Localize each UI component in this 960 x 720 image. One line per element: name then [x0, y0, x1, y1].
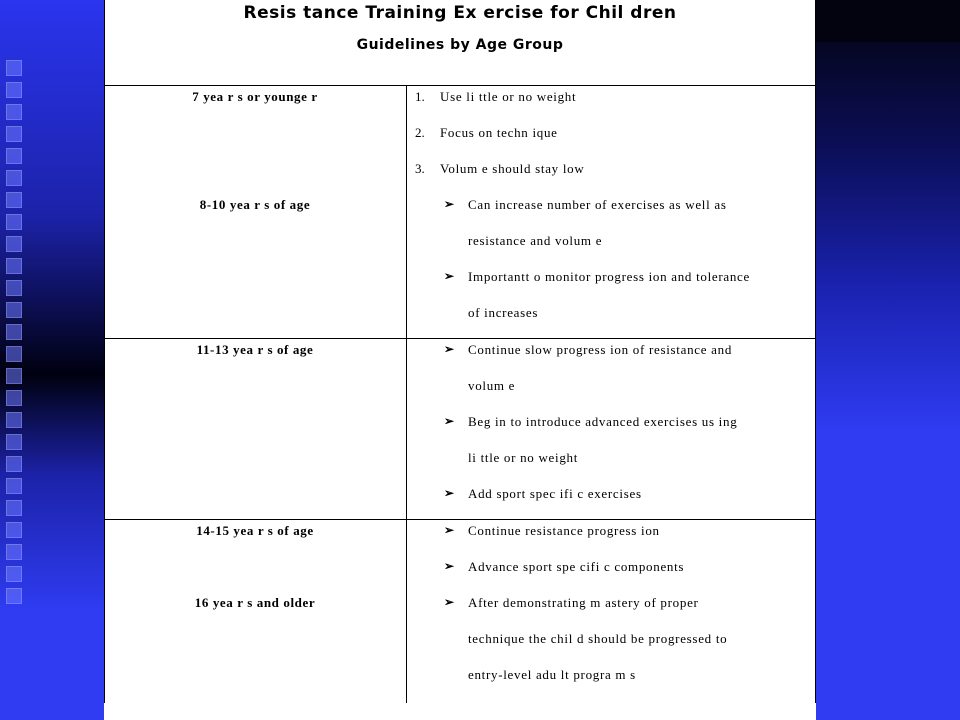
arrow-bullet-icon: ➢: [444, 559, 455, 573]
column-divider: [406, 85, 407, 703]
guideline-text: Volum e should stay low: [440, 161, 585, 176]
arrow-bullet-icon: ➢: [444, 342, 455, 356]
guideline-text: li ttle or no weight: [468, 450, 579, 465]
guideline-text: technique the chil d should be progressed to: [468, 631, 728, 646]
age-group-label: 16 yea r s and older: [194, 595, 316, 610]
right-decorative-band: [816, 0, 960, 720]
arrow-bullet-icon: ➢: [444, 523, 455, 537]
guideline-text: entry-level adu lt progra m s: [468, 667, 636, 682]
list-number: 1.: [415, 89, 425, 104]
guideline-text: Advance sport spe cifi c components: [468, 559, 685, 574]
guideline-text: Can increase number of exercises as well as: [468, 197, 727, 212]
decorative-squares: [6, 60, 24, 660]
arrow-bullet-icon: ➢: [444, 197, 455, 211]
guideline-text: Importantt o monitor progress ion and tolerance: [468, 269, 751, 284]
guideline-text: Beg in to introduce advanced exercises us ing: [468, 414, 738, 429]
row-divider: [104, 519, 816, 520]
arrow-bullet-icon: ➢: [444, 269, 455, 283]
list-number: 2.: [415, 125, 425, 140]
guideline-text: Focus on techn ique: [440, 125, 558, 140]
age-group-label: 8-10 yea r s of age: [199, 197, 311, 212]
guideline-text: volum e: [468, 378, 516, 393]
guideline-text: Use li ttle or no weight: [440, 89, 577, 104]
arrow-bullet-icon: ➢: [444, 595, 455, 609]
row-divider: [104, 338, 816, 339]
age-group-label: 7 yea r s or younge r: [192, 89, 318, 104]
left-decorative-strip: [0, 0, 104, 720]
age-group-label: 11-13 yea r s of age: [196, 342, 314, 357]
guideline-text: resistance and volum e: [468, 233, 603, 248]
guideline-text: Continue slow progress ion of resistance and: [468, 342, 733, 357]
guideline-text: of increases: [468, 305, 539, 320]
document-panel: [104, 0, 816, 720]
age-group-label: 14-15 yea r s of age: [196, 523, 314, 538]
header-divider: [104, 85, 816, 86]
document-title: Resis tance Training Ex ercise for Chil dren: [243, 3, 677, 23]
guideline-text: After demonstrating m astery of proper: [468, 595, 699, 610]
guideline-text: Continue resistance progress ion: [468, 523, 660, 538]
document-subtitle: Guidelines by Age Group: [356, 37, 564, 53]
arrow-bullet-icon: ➢: [444, 486, 455, 500]
guideline-text: Add sport spec ifi c exercises: [468, 486, 642, 501]
list-number: 3.: [415, 161, 425, 176]
arrow-bullet-icon: ➢: [444, 414, 455, 428]
